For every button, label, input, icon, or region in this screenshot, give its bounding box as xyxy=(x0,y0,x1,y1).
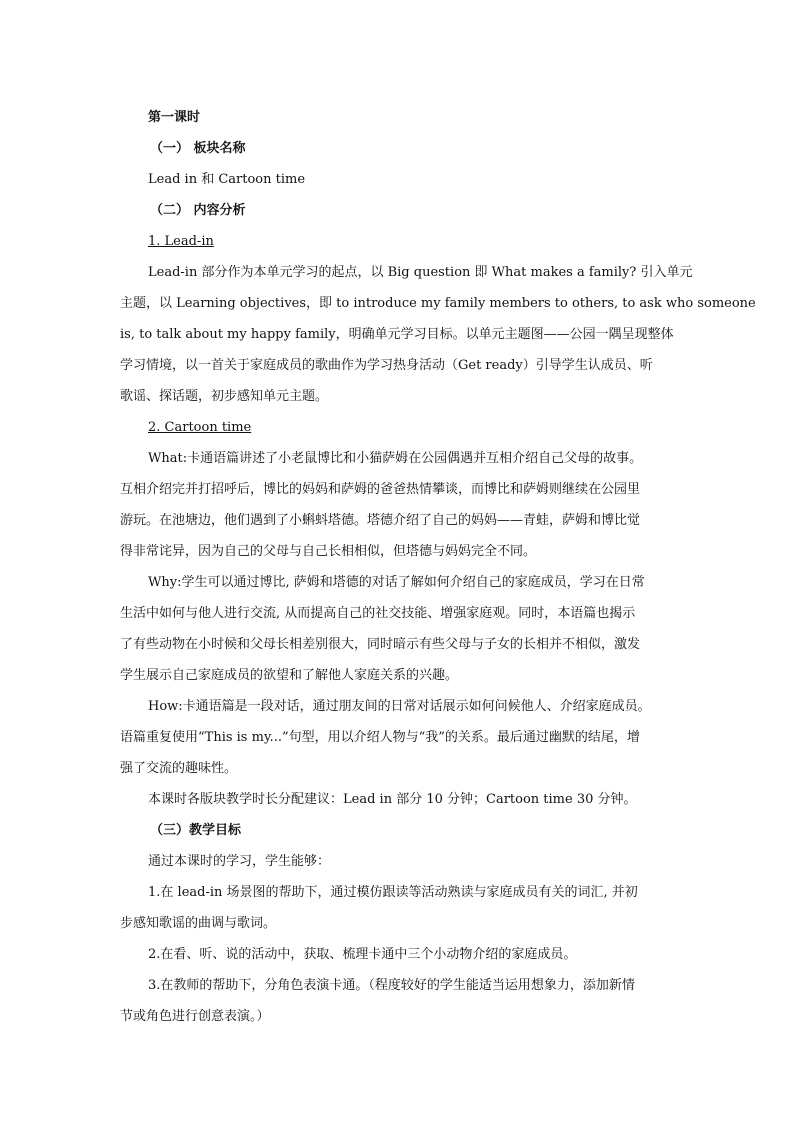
what-line: 互相介绍完并打招呼后，博比的妈妈和萨姆的爸爸热情攀谈，而博比和萨姆则继续在公园里 xyxy=(120,482,641,497)
goal3-line: 3.在教师的帮助下，分角色表演卡通。（程度较好的学生能适当运用想象力，添加新情 xyxy=(148,978,635,993)
how-line: 语篇重复使用“This is my...”句型，用以介绍人物与“我”的关系。最后通过幽默的结尾，增 xyxy=(120,730,640,745)
how-line: How:卡通语篇是一段对话，通过朋友间的日常对话展示如何问候他人、介绍家庭成员。 xyxy=(148,699,651,714)
leadin-line: Lead-in 部分作为本单元学习的起点，以 Big question 即 What makes a family? 引入单元 xyxy=(148,265,693,280)
goal1-paragraph xyxy=(120,877,674,939)
leadin-line: 主题，以 Learning objectives，即 to introduce my family members to others, to ask who someone xyxy=(120,296,756,311)
how-line: 强了交流的趣味性。 xyxy=(120,761,238,776)
what-line: 游玩。在池塘边，他们遇到了小蝌蚪塔德。塔德介绍了自己的妈妈——青蛙，萨姆和博比觉 xyxy=(120,513,641,528)
what-line: 得非常诧异，因为自己的父母与自己长相相似，但塔德与妈妈完全不同。 xyxy=(120,544,537,559)
goal1-line: 步感知歌谣的曲调与歌词。 xyxy=(120,916,277,931)
section1-text: Lead in 和 Cartoon time xyxy=(148,172,306,187)
why-line: 了有些动物在小时候和父母长相差别很大，同时暗示有些父母与子女的长相并不相似，激发 xyxy=(120,637,641,652)
why-paragraph xyxy=(120,567,674,691)
leadin-line: 学习情境，以一首关于家庭成员的歌曲作为学习热身活动（Get ready）引导学生认成员、听 xyxy=(120,358,653,373)
why-line: 生活中如何与他人进行交流, 从而提高自己的社交技能、增强家庭观。同时，本语篇也揭示 xyxy=(120,606,636,621)
leadin-line: is, to talk about my happy family，明确单元学习目标。以单元主题图——公园一隅呈现整体 xyxy=(120,327,674,342)
what-paragraph xyxy=(120,443,674,567)
leadin-line: 歌谣、探话题，初步感知单元主题。 xyxy=(120,389,329,404)
section3-title: （三）教学目标 xyxy=(150,823,242,838)
why-line: 学生展示自己家庭成员的欲望和了解他人家庭关系的兴趣。 xyxy=(120,668,459,683)
goal1-line: 1.在 lead-in 场景图的帮助下，通过模仿跟读等活动熟读与家庭成员有关的词汇, 并初 xyxy=(148,885,638,900)
time-suggestion: 本课时各版块教学时长分配建议：Lead in 部分 10 分钟；Cartoon time 30 分钟。 xyxy=(148,792,637,807)
how-paragraph xyxy=(120,691,674,784)
goals-intro: 通过本课时的学习，学生能够： xyxy=(148,854,331,869)
goal2: 2.在看、听、说的活动中，获取、梳理卡通中三个小动物介绍的家庭成员。 xyxy=(148,947,577,962)
section2-title: （二） 内容分析 xyxy=(150,203,246,218)
lesson-title: 第一课时 xyxy=(148,110,201,125)
why-line: Why:学生可以通过博比, 萨姆和塔德的对话了解如何介绍自己的家庭成员，学习在日常 xyxy=(148,575,645,590)
what-line: What:卡通语篇讲述了小老鼠博比和小猫萨姆在公园偶遇并互相介绍自己父母的故事。 xyxy=(148,451,643,466)
leadin-paragraph xyxy=(120,257,756,412)
leadin-heading: 1. Lead-in xyxy=(148,234,214,249)
cartoon-heading: 2. Cartoon time xyxy=(148,420,252,435)
goal3-line: 节或角色进行创意表演。） xyxy=(120,1009,270,1024)
section1-title: （一） 板块名称 xyxy=(150,141,246,156)
goal3-paragraph xyxy=(120,970,674,1032)
